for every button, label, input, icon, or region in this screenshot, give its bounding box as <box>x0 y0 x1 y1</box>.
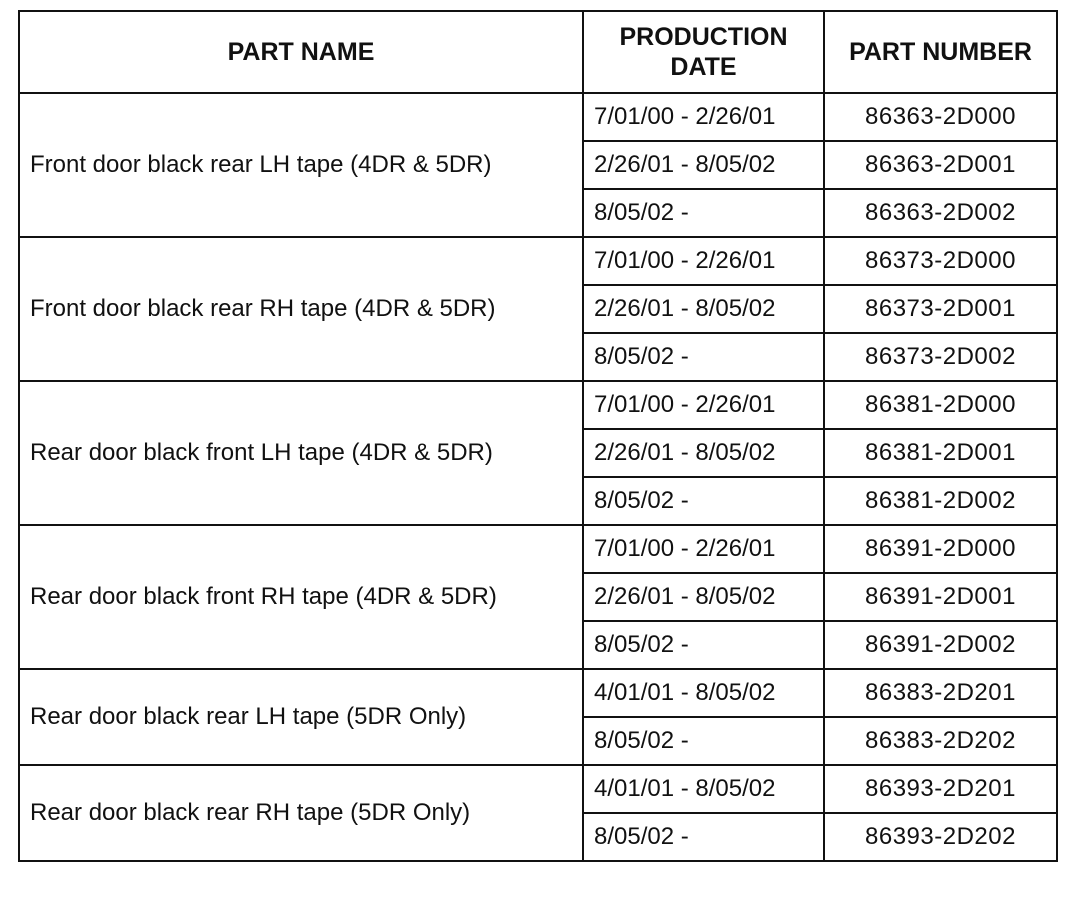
part-number-cell: 86363-2D002 <box>824 189 1057 237</box>
part-number-cell: 86393-2D201 <box>824 765 1057 813</box>
production-date-cell: 4/01/01 - 8/05/02 <box>583 669 824 717</box>
table-row <box>19 93 1057 141</box>
production-date-cell: 7/01/00 - 2/26/01 <box>583 237 824 285</box>
production-date-cell: 8/05/02 - <box>583 189 824 237</box>
part-number-cell: 86391-2D000 <box>824 525 1057 573</box>
part-name-cell: Rear door black front RH tape (4DR & 5DR) <box>19 525 583 669</box>
production-date-cell: 8/05/02 - <box>583 813 824 861</box>
table-row <box>19 237 1057 285</box>
part-number-cell: 86363-2D001 <box>824 141 1057 189</box>
part-number-cell: 86373-2D002 <box>824 333 1057 381</box>
part-number-cell: 86381-2D001 <box>824 429 1057 477</box>
production-date-cell: 8/05/02 - <box>583 621 824 669</box>
part-number-cell: 86391-2D001 <box>824 573 1057 621</box>
header-row <box>19 11 1057 93</box>
part-name-cell: Rear door black front LH tape (4DR & 5DR) <box>19 381 583 525</box>
part-name-cell: Front door black rear RH tape (4DR & 5DR) <box>19 237 583 381</box>
part-number-cell: 86373-2D000 <box>824 237 1057 285</box>
part-number-cell: 86363-2D000 <box>824 93 1057 141</box>
table-row <box>19 669 1057 717</box>
production-date-cell: 4/01/01 - 8/05/02 <box>583 765 824 813</box>
production-date-cell: 7/01/00 - 2/26/01 <box>583 525 824 573</box>
production-date-cell: 2/26/01 - 8/05/02 <box>583 285 824 333</box>
table-row <box>19 525 1057 573</box>
part-number-cell: 86393-2D202 <box>824 813 1057 861</box>
parts-table <box>18 10 1058 862</box>
production-date-cell: 8/05/02 - <box>583 477 824 525</box>
production-date-cell: 2/26/01 - 8/05/02 <box>583 573 824 621</box>
header-part-number: PART NUMBER <box>824 11 1057 93</box>
part-number-cell: 86381-2D000 <box>824 381 1057 429</box>
table-row <box>19 381 1057 429</box>
production-date-cell: 7/01/00 - 2/26/01 <box>583 93 824 141</box>
part-number-cell: 86391-2D002 <box>824 621 1057 669</box>
part-number-cell: 86383-2D201 <box>824 669 1057 717</box>
part-name-cell: Rear door black rear LH tape (5DR Only) <box>19 669 583 765</box>
production-date-cell: 8/05/02 - <box>583 717 824 765</box>
production-date-cell: 8/05/02 - <box>583 333 824 381</box>
part-name-cell: Rear door black rear RH tape (5DR Only) <box>19 765 583 861</box>
part-name-cell: Front door black rear LH tape (4DR & 5DR) <box>19 93 583 237</box>
table-row <box>19 765 1057 813</box>
part-number-cell: 86381-2D002 <box>824 477 1057 525</box>
header-production-date: PRODUCTION DATE <box>583 11 824 93</box>
production-date-cell: 2/26/01 - 8/05/02 <box>583 141 824 189</box>
production-date-cell: 2/26/01 - 8/05/02 <box>583 429 824 477</box>
production-date-cell: 7/01/00 - 2/26/01 <box>583 381 824 429</box>
part-number-cell: 86383-2D202 <box>824 717 1057 765</box>
header-part-name: PART NAME <box>19 11 583 93</box>
part-number-cell: 86373-2D001 <box>824 285 1057 333</box>
